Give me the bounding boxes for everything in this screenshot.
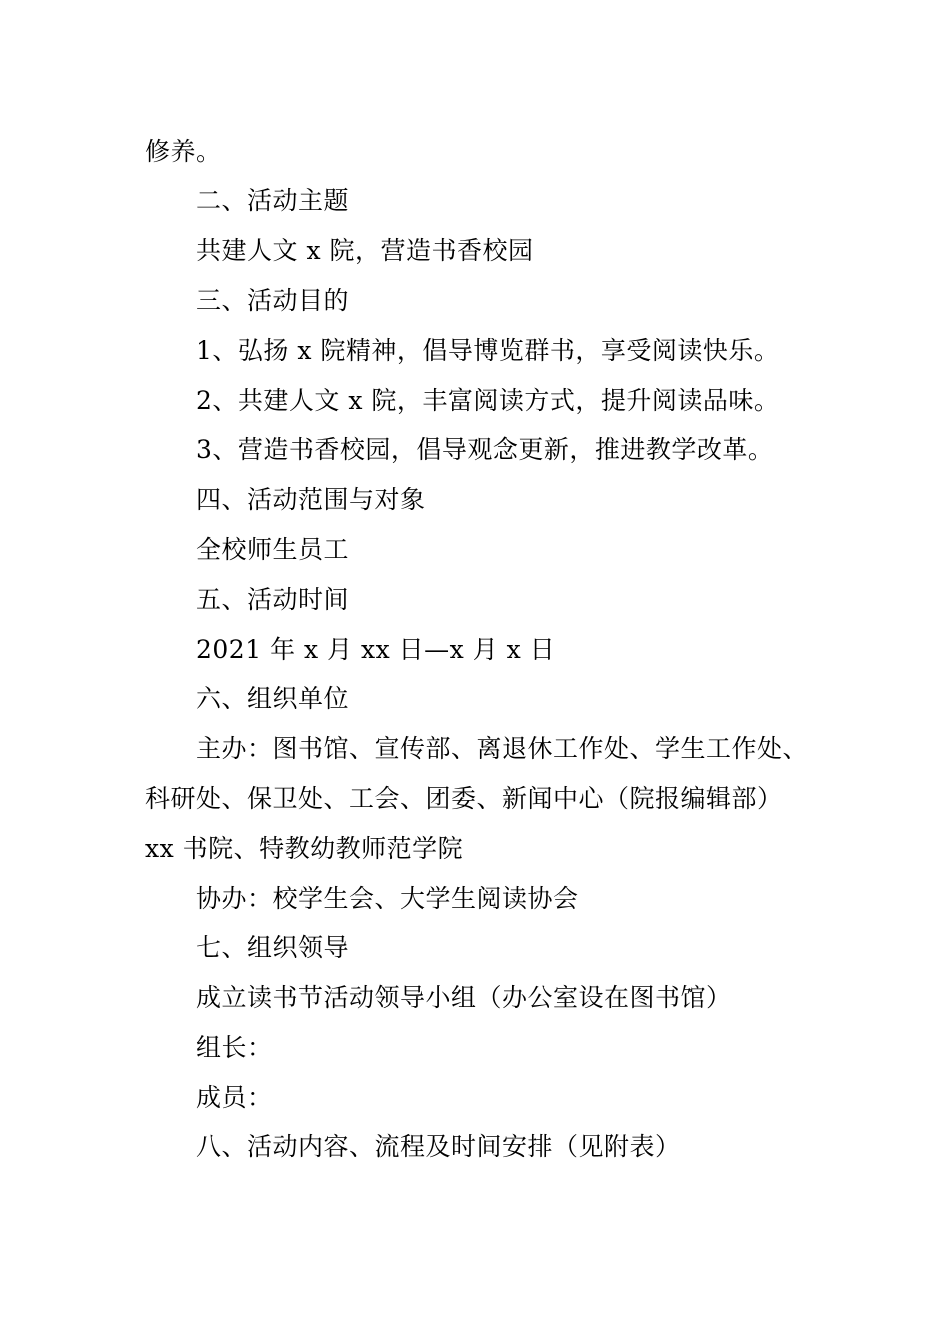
text-line: 主办：图书馆、宣传部、离退休工作处、学生工作处、	[196, 734, 809, 763]
text-line: xx 书院、特教幼教师范学院	[145, 834, 464, 863]
section-heading-time: 五、活动时间	[196, 585, 350, 614]
text-line: 组长：	[196, 1033, 273, 1062]
section-heading-content: 八、活动内容、流程及时间安排（见附表）	[196, 1132, 681, 1161]
text-line: 科研处、保卫处、工会、团委、新闻中心（院报编辑部）	[145, 784, 783, 813]
section-heading-theme: 二、活动主题	[196, 186, 350, 215]
text-line: 全校师生员工	[196, 535, 350, 564]
text-line: 修养。	[145, 137, 222, 166]
list-item: 3、营造书香校园，倡导观念更新，推进教学改革。	[196, 435, 774, 464]
list-item: 2、共建人文 x 院，丰富阅读方式，提升阅读品味。	[196, 386, 780, 415]
section-heading-leadership: 七、组织领导	[196, 933, 350, 962]
section-heading-organizers: 六、组织单位	[196, 684, 350, 713]
section-heading-scope: 四、活动范围与对象	[196, 485, 426, 514]
text-line: 共建人文 x 院，营造书香校园	[196, 236, 534, 265]
list-item: 1、弘扬 x 院精神，倡导博览群书，享受阅读快乐。	[196, 336, 780, 365]
section-heading-purpose: 三、活动目的	[196, 286, 350, 315]
text-line: 成员：	[196, 1083, 273, 1112]
text-line: 2021 年 x 月 xx 日—x 月 x 日	[196, 635, 556, 664]
text-line: 成立读书节活动领导小组（办公室设在图书馆）	[196, 983, 732, 1012]
text-line: 协办：校学生会、大学生阅读协会	[196, 884, 579, 913]
